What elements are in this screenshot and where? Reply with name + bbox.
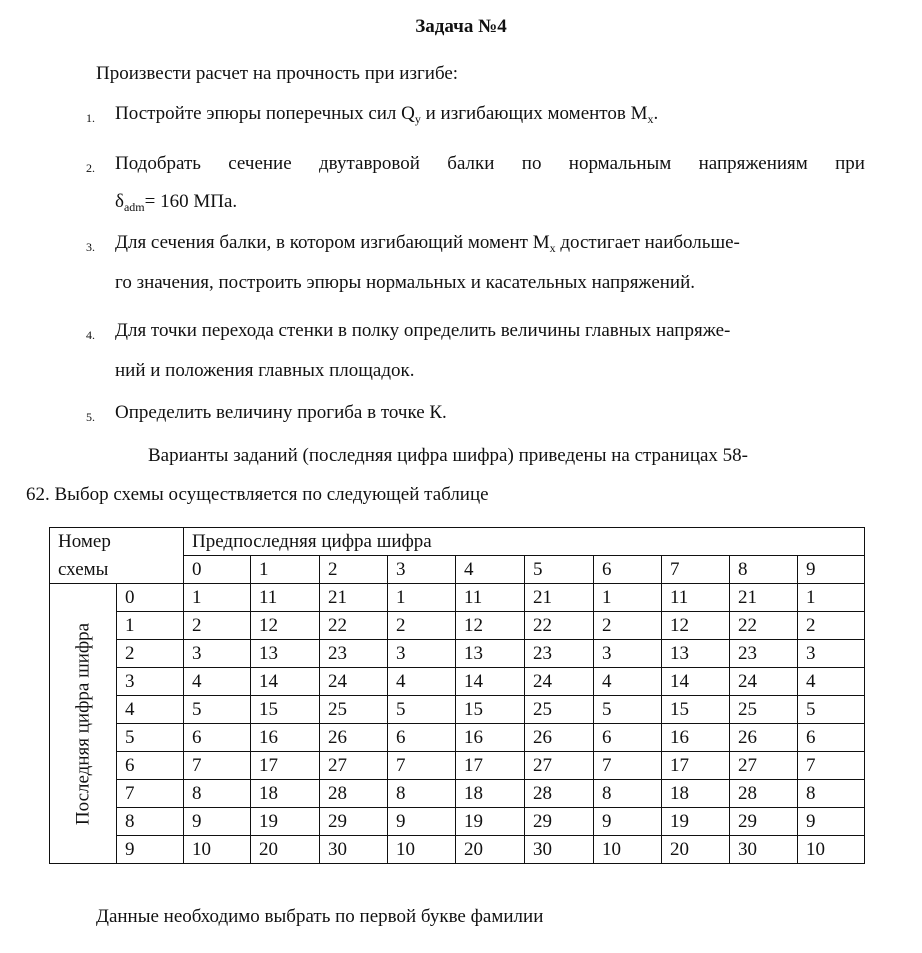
item-text: Определить величину прогиба в точке К.	[115, 402, 447, 423]
table-cell: 19	[456, 808, 525, 836]
column-header: 7	[662, 556, 730, 584]
table-cell: 2	[798, 612, 865, 640]
table-cell: 1	[184, 584, 251, 612]
table-cell: 21	[525, 584, 594, 612]
table-cell: 25	[525, 696, 594, 724]
table-cell: 30	[730, 836, 798, 864]
table-row	[50, 808, 865, 836]
table-cell: 19	[662, 808, 730, 836]
table-cell: 13	[456, 640, 525, 668]
table-cell: 9	[594, 808, 662, 836]
row-label: 8	[117, 808, 184, 836]
table-cell: 14	[456, 668, 525, 696]
table-cell: 21	[730, 584, 798, 612]
table-cell: 5	[798, 696, 865, 724]
table-cell: 6	[594, 724, 662, 752]
table-cell: 10	[798, 836, 865, 864]
table-cell: 5	[388, 696, 456, 724]
table-cell: 12	[251, 612, 320, 640]
table-cell: 1	[594, 584, 662, 612]
table-cell: 2	[388, 612, 456, 640]
table-cell: 1	[388, 584, 456, 612]
row-label: 3	[117, 668, 184, 696]
table-cell: 16	[456, 724, 525, 752]
item-text: Для сечения балки, в котором изгибающий момент M	[115, 232, 550, 253]
column-header: 9	[798, 556, 865, 584]
table-cell: 12	[456, 612, 525, 640]
table-cell: 1	[798, 584, 865, 612]
table-cell: 10	[594, 836, 662, 864]
row-label: 6	[117, 752, 184, 780]
table-cell: 11	[456, 584, 525, 612]
list-number: 5.	[86, 410, 95, 424]
table-cell: 3	[594, 640, 662, 668]
list-item-4	[0, 320, 922, 390]
list-number: 1.	[86, 111, 95, 125]
item-text: го значения, построить эпюры нормальных и касательных напряжений.	[115, 272, 696, 293]
table-cell: 7	[388, 752, 456, 780]
table-cell: 17	[662, 752, 730, 780]
table-cell: 3	[388, 640, 456, 668]
table-cell: 17	[251, 752, 320, 780]
table-cell: 30	[320, 836, 388, 864]
column-header: 6	[594, 556, 662, 584]
table-cell: 29	[525, 808, 594, 836]
table-cell: 13	[662, 640, 730, 668]
table-cell: 29	[320, 808, 388, 836]
table-cell: 6	[184, 724, 251, 752]
row-label: 0	[117, 584, 184, 612]
table-row	[50, 752, 865, 780]
list-item-3	[0, 232, 922, 302]
variants-text-line2: 62. Выбор схемы осуществляется по следующей таблице	[26, 484, 489, 505]
table-cell: 27	[525, 752, 594, 780]
table-cell: 20	[456, 836, 525, 864]
column-header: 3	[388, 556, 456, 584]
table-cell: 20	[662, 836, 730, 864]
list-number: 2.	[86, 161, 95, 175]
table-row	[50, 724, 865, 752]
table-cell: 23	[730, 640, 798, 668]
table-cell: 24	[730, 668, 798, 696]
row-group-header	[50, 584, 117, 864]
table-cell: 19	[251, 808, 320, 836]
subscript: x	[549, 241, 556, 255]
table-cell: 15	[456, 696, 525, 724]
table-cell: 23	[320, 640, 388, 668]
item-text: Подобрать сечение двутавровой балки по нормальным напряжениям при	[115, 153, 865, 174]
table-cell: 16	[251, 724, 320, 752]
item-text: .	[653, 103, 659, 124]
intro-text: Произвести расчет на прочность при изгибе:	[96, 63, 459, 84]
table-cell: 23	[525, 640, 594, 668]
table-cell: 30	[525, 836, 594, 864]
table-row	[50, 668, 865, 696]
page-title: Задача №4	[415, 16, 507, 37]
variants-text-line1: Варианты заданий (последняя цифра шифра) приведены на страницах 58-	[148, 445, 748, 466]
list-item-1	[0, 103, 922, 131]
table-cell: 9	[388, 808, 456, 836]
table-cell: 26	[730, 724, 798, 752]
column-header: 0	[184, 556, 251, 584]
table-cell: 9	[798, 808, 865, 836]
table-row	[50, 696, 865, 724]
table-row	[50, 780, 865, 808]
table-cell: 13	[251, 640, 320, 668]
table-cell: 25	[730, 696, 798, 724]
table-cell: 22	[730, 612, 798, 640]
table-cell: 5	[594, 696, 662, 724]
row-label: 5	[117, 724, 184, 752]
table-cell: 11	[662, 584, 730, 612]
table-row	[50, 584, 865, 612]
table-cell: 28	[730, 780, 798, 808]
table-cell: 16	[662, 724, 730, 752]
item-line-justified	[115, 153, 865, 175]
column-header: 2	[320, 556, 388, 584]
table-cell: 26	[525, 724, 594, 752]
table-cell: 4	[594, 668, 662, 696]
column-group-header: Предпоследняя цифра шифра	[184, 528, 865, 556]
table-cell: 10	[184, 836, 251, 864]
table-cell: 4	[184, 668, 251, 696]
item-text: Постройте эпюры поперечных сил Q	[115, 103, 415, 124]
table-cell: 7	[798, 752, 865, 780]
row-label: 1	[117, 612, 184, 640]
table-cell: 22	[320, 612, 388, 640]
subscript: x	[647, 112, 654, 126]
table-cell: 6	[388, 724, 456, 752]
table-cell: 12	[662, 612, 730, 640]
table-cell: 10	[388, 836, 456, 864]
item-text: ний и положения главных площадок.	[115, 360, 415, 381]
row-label: 7	[117, 780, 184, 808]
table-cell: 2	[184, 612, 251, 640]
row-group-header-text: Последняя цифра шифра	[72, 622, 94, 825]
table-cell: 6	[798, 724, 865, 752]
row-label: 4	[117, 696, 184, 724]
table-cell: 3	[798, 640, 865, 668]
scheme-selection-table	[49, 527, 865, 864]
item-text: Для точки перехода стенки в полку определить величины главных напряже-	[115, 320, 731, 341]
table-cell: 7	[184, 752, 251, 780]
item-text: и изгибающих моментов M	[420, 103, 648, 124]
table-cell: 18	[251, 780, 320, 808]
table-cell: 4	[798, 668, 865, 696]
corner-header-line2: схемы	[50, 556, 184, 584]
table-cell: 14	[662, 668, 730, 696]
table-cell: 24	[320, 668, 388, 696]
row-label: 2	[117, 640, 184, 668]
column-header: 1	[251, 556, 320, 584]
table-row	[50, 612, 865, 640]
table-cell: 8	[388, 780, 456, 808]
table-cell: 18	[456, 780, 525, 808]
table-row	[50, 836, 865, 864]
list-number: 4.	[86, 328, 95, 342]
table-cell: 9	[184, 808, 251, 836]
item-text: δ	[115, 191, 124, 212]
table-cell: 8	[184, 780, 251, 808]
table-cell: 29	[730, 808, 798, 836]
table-cell: 25	[320, 696, 388, 724]
item-text: = 160 МПа.	[144, 191, 238, 212]
column-header: 4	[456, 556, 525, 584]
table-cell: 26	[320, 724, 388, 752]
list-number: 3.	[86, 240, 95, 254]
column-header: 8	[730, 556, 798, 584]
table-cell: 2	[594, 612, 662, 640]
subscript: adm	[123, 200, 145, 214]
table-cell: 28	[320, 780, 388, 808]
table-cell: 17	[456, 752, 525, 780]
footer-text: Данные необходимо выбрать по первой букве фамилии	[96, 906, 544, 927]
subscript: y	[414, 112, 421, 126]
list-item-2	[0, 153, 922, 223]
table-cell: 24	[525, 668, 594, 696]
table-cell: 22	[525, 612, 594, 640]
table-cell: 20	[251, 836, 320, 864]
table-cell: 3	[184, 640, 251, 668]
table-cell: 8	[594, 780, 662, 808]
corner-header-line1: Номер	[50, 528, 184, 556]
table-cell: 7	[594, 752, 662, 780]
row-label: 9	[117, 836, 184, 864]
table-cell: 27	[730, 752, 798, 780]
table-cell: 5	[184, 696, 251, 724]
item-text: достигает наибольше-	[555, 232, 740, 253]
table-cell: 18	[662, 780, 730, 808]
table-cell: 15	[251, 696, 320, 724]
list-item-5	[0, 402, 922, 430]
table-cell: 27	[320, 752, 388, 780]
table-cell: 21	[320, 584, 388, 612]
table-cell: 4	[388, 668, 456, 696]
table-cell: 8	[798, 780, 865, 808]
table-cell: 15	[662, 696, 730, 724]
table-cell: 11	[251, 584, 320, 612]
table-cell: 14	[251, 668, 320, 696]
table-row	[50, 640, 865, 668]
column-header: 5	[525, 556, 594, 584]
table-cell: 28	[525, 780, 594, 808]
